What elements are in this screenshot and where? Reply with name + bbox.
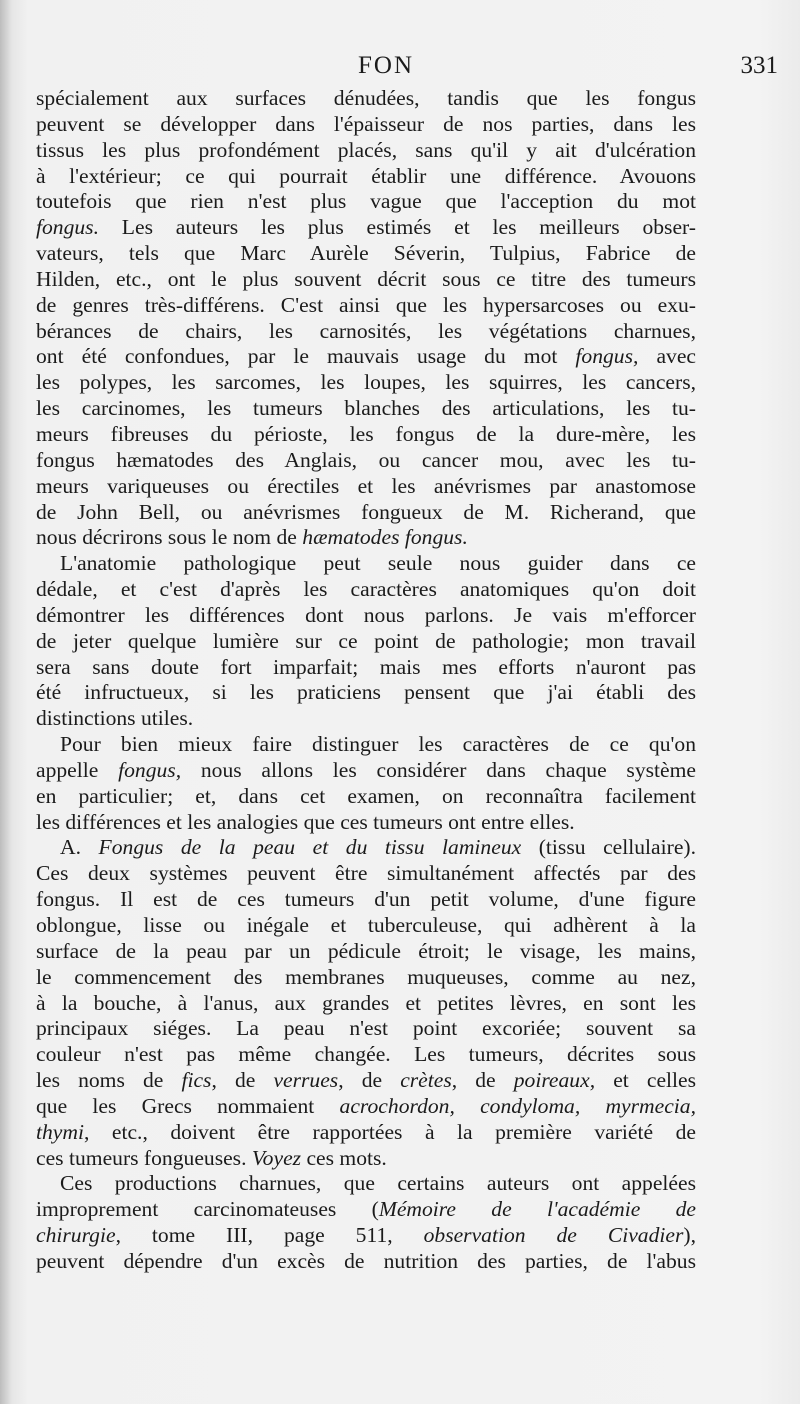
text-span: dédale, et c'est d'après les caractères anatomiques qu'on doit (36, 577, 696, 602)
text-line (36, 629, 696, 655)
text-line (36, 241, 696, 267)
text-line (36, 112, 696, 138)
italic-span: thymi (36, 1119, 84, 1144)
text-span: Les auteurs les plus estimés et les meilleurs obser- (99, 215, 696, 240)
text-span: en particulier; et, dans cet examen, on reconnaîtra facilement (36, 783, 696, 808)
text-span: le commencement des membranes muqueuses, comme au nez, (36, 964, 696, 989)
text-line (36, 655, 696, 681)
text-line (36, 887, 696, 913)
text-line (36, 551, 696, 577)
text-line (36, 991, 696, 1017)
text-line (36, 1120, 696, 1146)
text-span: ces tumeurs fongueuses. (36, 1145, 252, 1170)
text-span: de genres très-différens. C'est ainsi que les hypersarcoses ou exu- (36, 292, 696, 317)
text-line (36, 706, 696, 732)
text-line (36, 267, 696, 293)
text-line (36, 396, 696, 422)
text-span: appelle (36, 757, 119, 782)
text-span: ont été confondues, par le mauvais usage du mot (36, 344, 576, 369)
text-line (36, 680, 696, 706)
text-line (36, 1042, 696, 1068)
italic-span: Fongus de la peau et du tissu lamineux (98, 835, 522, 860)
text-line (36, 525, 696, 551)
text-span: de John Bell, ou anévrismes fongueux de M. Richerand, que (36, 499, 696, 524)
text-line (36, 500, 696, 526)
running-head: FON (357, 52, 414, 79)
italic-span: crètes (400, 1068, 452, 1093)
text-span: , de (211, 1068, 274, 1093)
text-span: et celles (595, 1068, 697, 1093)
text-line (36, 319, 696, 345)
text-span: A. (60, 835, 99, 860)
text-span: nous allons les considérer dans chaque système (181, 757, 696, 782)
italic-span: fongus, (575, 344, 639, 369)
text-span: L'anatomie pathologique peut seule nous guider dans ce (60, 551, 696, 576)
text-span: oblongue, lisse ou inégale et tuberculeuse, qui adhèrent à la (36, 913, 696, 937)
text-span: meurs fibreuses du périoste, les fongus de la dure-mère, les (36, 421, 696, 446)
text-span: démontrer les différences dont nous parlons. Je vais m'efforcer (36, 602, 696, 627)
text-span: à l'extérieur; ce qui pourrait établir une différence. Avouons (36, 163, 696, 188)
text-span: Ces deux systèmes peuvent être simultanément affectés par des (36, 861, 696, 886)
text-span: couleur n'est pas même changée. Les tumeurs, décrites sous (36, 1042, 696, 1067)
italic-span: acrochordon, condyloma, myrmecia, (339, 1093, 696, 1118)
italic-span: Voyez (251, 1145, 302, 1170)
italic-span: fongus, (118, 757, 182, 782)
text-span: que les Grecs nommaient (36, 1093, 340, 1118)
text-span: tissus les plus profondément placés, sans qu'il y ait d'ulcération (36, 137, 696, 162)
text-span: avec (638, 344, 696, 369)
text-span: sera sans doute fort imparfait; mais mes efforts n'auront pas (36, 654, 696, 679)
text-span: , tome III, page 511, (115, 1223, 424, 1248)
text-span: les polypes, les sarcomes, les loupes, les squirres, les cancers, (36, 370, 696, 395)
text-line (36, 913, 696, 939)
text-line (36, 164, 696, 190)
text-span: distinctions utiles. (36, 706, 194, 731)
text-line (36, 1171, 696, 1197)
page-number: 331 (740, 52, 778, 79)
italic-span: poireaux, (513, 1068, 596, 1093)
text-line (36, 810, 696, 836)
text-span: Hilden, etc., ont le plus souvent décrit sous ce titre des tumeurs (36, 266, 696, 291)
text-line (36, 758, 696, 784)
italic-span: chirurgie (36, 1223, 116, 1248)
text-span: ces mots. (301, 1145, 387, 1170)
text-span: peuvent se développer dans l'épaisseur de nos parties, dans les (36, 111, 696, 136)
italic-span: fongus. (36, 215, 99, 240)
text-span: toutefois que rien n'est plus vague que l'acception du mot (36, 189, 696, 214)
text-span: Ces productions charnues, que certains auteurs ont appelées (60, 1171, 696, 1196)
text-span: meurs variqueuses ou érectiles et les anévrismes par anastomose (36, 473, 696, 498)
page-header (36, 52, 796, 88)
text-line (36, 215, 696, 241)
text-span: , de (338, 1068, 401, 1093)
text-line (36, 422, 696, 448)
text-line (36, 784, 696, 810)
text-span: fongus hæmatodes des Anglais, ou cancer mou, avec les tu- (36, 447, 696, 472)
text-line (36, 577, 696, 603)
text-span: peuvent dépendre d'un excès de nutrition des parties, de l'abus (36, 1248, 696, 1273)
italic-span: fics (181, 1068, 212, 1093)
text-span: les carcinomes, les tumeurs blanches des articulations, les tu- (36, 396, 696, 421)
text-line (36, 293, 696, 319)
text-span: (tissu cellulaire). (521, 835, 696, 860)
text-line (36, 1223, 696, 1249)
text-line (36, 835, 696, 861)
text-span: nous décrirons sous le nom de (36, 525, 303, 550)
text-span: , de (451, 1068, 514, 1093)
italic-span: verrues (273, 1068, 339, 1093)
text-span: improprement carcinomateuses ( (36, 1197, 379, 1222)
text-span: de jeter quelque lumière sur ce point de pathologie; mon travail (36, 628, 696, 653)
text-line (36, 732, 696, 758)
text-span: ), (683, 1223, 696, 1248)
text-span: à la bouche, à l'anus, aux grandes et petites lèvres, en sont les (36, 990, 696, 1015)
text-line (36, 1197, 696, 1223)
text-line (36, 189, 696, 215)
text-line (36, 448, 696, 474)
text-line (36, 1249, 696, 1275)
text-line (36, 861, 696, 887)
text-line (36, 603, 696, 629)
text-span: fongus. Il est de ces tumeurs d'un petit volume, d'une figure (36, 887, 696, 912)
text-span: les noms de (36, 1068, 182, 1093)
text-line (36, 965, 696, 991)
italic-span: hæmatodes fongus. (302, 525, 468, 550)
text-line (36, 370, 696, 396)
text-span: , etc., doivent être rapportées à la première variété de (83, 1119, 696, 1144)
text-span: été infructueux, si les praticiens pensent que j'ai établi des (36, 680, 696, 705)
text-line (36, 474, 696, 500)
text-line (36, 1068, 696, 1094)
text-span: les différences et les analogies que ces tumeurs ont entre elles. (36, 809, 575, 834)
text-line (36, 86, 696, 112)
text-span: surface de la peau par un pédicule étroit; le visage, les mains, (36, 938, 696, 963)
text-line (36, 939, 696, 965)
text-line (36, 1146, 696, 1172)
text-line (36, 138, 696, 164)
italic-span: Mémoire de l'académie de (378, 1197, 696, 1222)
text-span: bérances de chairs, les carnosités, les végétations charnues, (36, 318, 696, 343)
italic-span: observation de Civadier (423, 1223, 684, 1248)
text-span: vateurs, tels que Marc Aurèle Séverin, Tulpius, Fabrice de (36, 241, 696, 266)
text-line (36, 1016, 696, 1042)
text-span: principaux siéges. La peau n'est point excoriée; souvent sa (36, 1016, 696, 1041)
text-span: spécialement aux surfaces dénudées, tandis que les fongus (36, 86, 696, 110)
text-span: Pour bien mieux faire distinguer les caractères de ce qu'on (60, 732, 696, 757)
body-text (36, 86, 696, 1275)
text-line (36, 1094, 696, 1120)
text-line (36, 344, 696, 370)
